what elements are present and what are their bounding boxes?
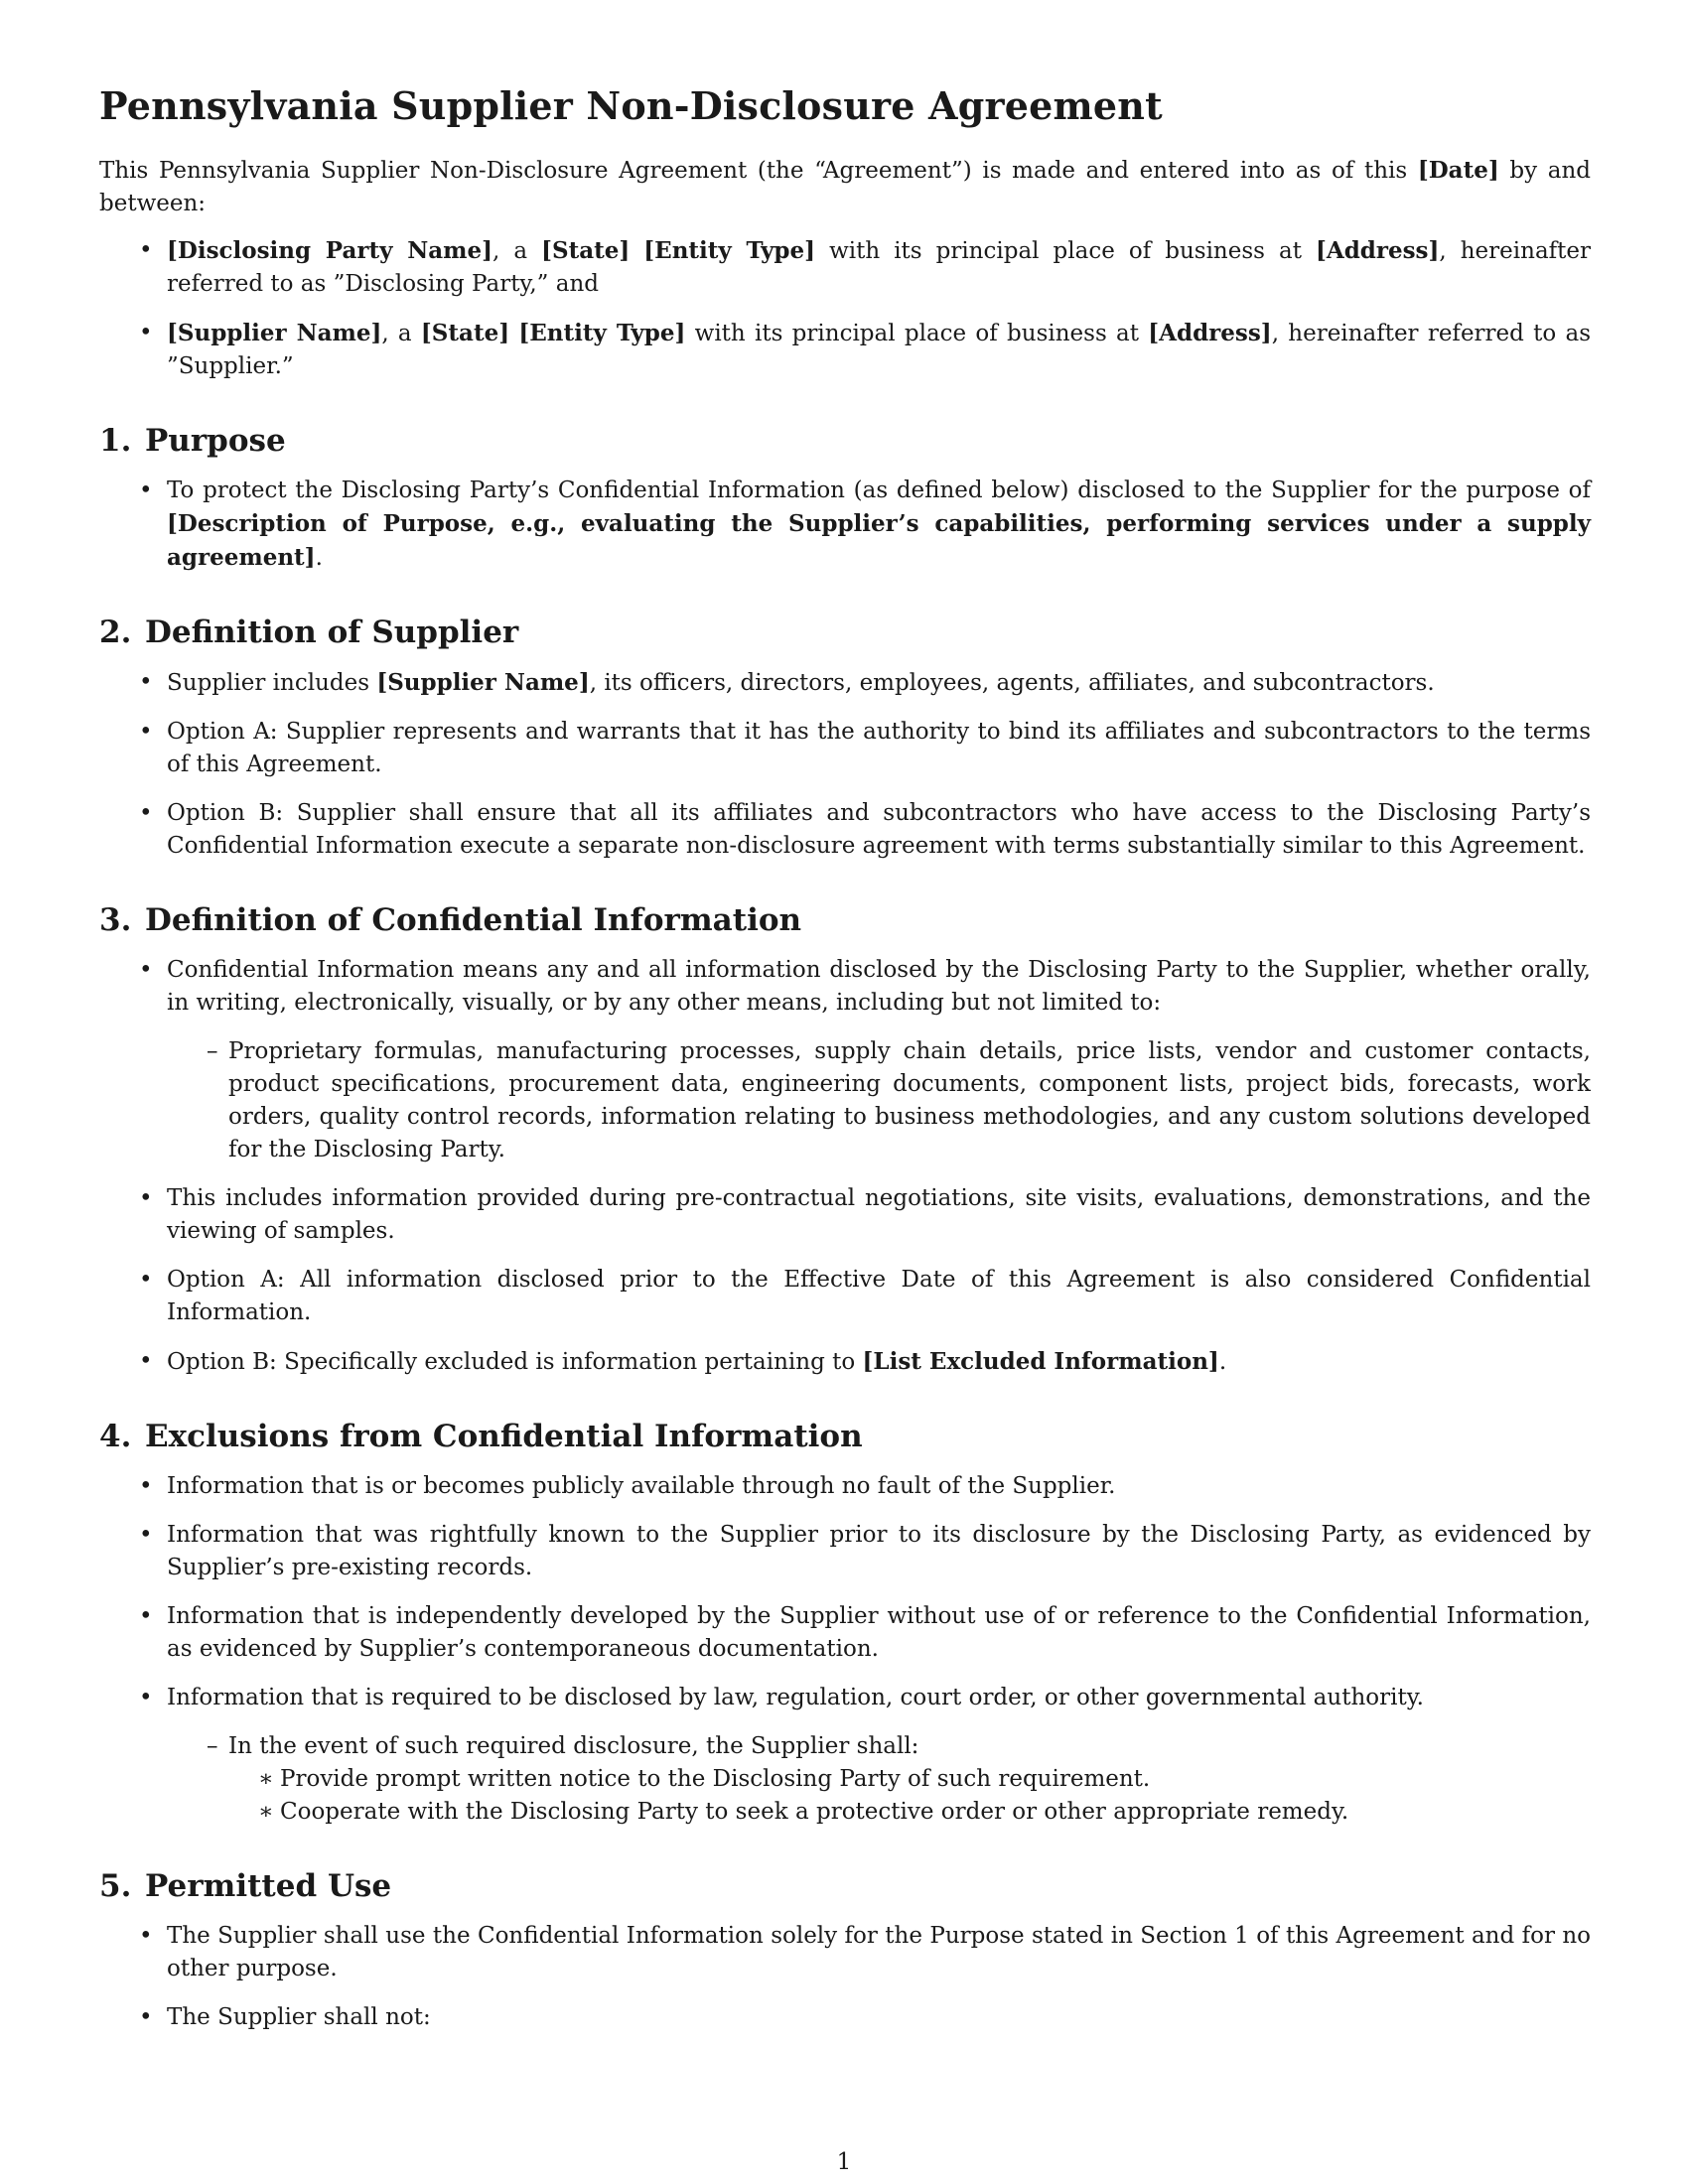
permitted-use-list <box>99 1920 1591 2034</box>
supplier-name-placeholder: [Supplier Name] <box>376 669 590 696</box>
list-item: • The Supplier shall use the Confidential Information solely for the Purpose stated in Section 1 of this Agreement and for no other purpose. <box>99 1920 1591 1985</box>
sub-list <box>167 1035 1591 1166</box>
section-title: Definition of Confidential Information <box>145 902 802 938</box>
section-number: 3. <box>99 902 132 938</box>
list-item: • This includes information provided during pre-contractual negotiations, site visits, evaluations, demonstrations, and the viewing of samples. <box>99 1182 1591 1248</box>
entity-type-placeholder: [Entity Type] <box>518 320 686 346</box>
text: , its officers, directors, employees, agents, affiliates, and subcontractors. <box>589 670 1435 696</box>
list-item <box>99 954 1591 1166</box>
list-item: • Information that is or becomes publicly available through no fault of the Supplier. <box>99 1470 1591 1503</box>
section-title: Exclusions from Confidential Information <box>145 1419 863 1454</box>
text: with its principal place of business at <box>815 238 1316 264</box>
intro-text: This Pennsylvania Supplier Non-Disclosure Agreement (the “Agreement”) is made and entered into as of this <box>99 158 1418 184</box>
section-heading-permitted-use <box>99 1868 1591 1904</box>
confidential-definition-list <box>99 954 1591 1379</box>
section-heading-purpose <box>99 423 1591 459</box>
text: Confidential Information means any and all information disclosed by the Disclosing Party to the Supplier, whether orally, in writing, electronically, visually, or by any other means, including but not limited to: <box>167 957 1591 1016</box>
section-heading-confidential-information <box>99 902 1591 938</box>
state-placeholder: [State] <box>541 237 631 264</box>
purpose-placeholder: [Description of Purpose, e.g., evaluating the Supplier’s capabilities, performing services under a supply agreement] <box>167 510 1591 571</box>
section-number: 4. <box>99 1419 132 1454</box>
text: To protect the Disclosing Party’s Confidential Information (as defined below) disclosed to the Supplier for the purpose of <box>167 478 1591 503</box>
text <box>509 321 518 346</box>
disclosing-party-item <box>99 234 1591 301</box>
text: , hereinafter referred to as ”Disclosing Party,” and <box>167 238 1592 297</box>
sub-sub-list <box>228 1763 1591 1829</box>
parties-list <box>99 234 1591 383</box>
page-number: 1 <box>836 2149 852 2175</box>
text: In the event of such required disclosure, the Supplier shall: <box>228 1733 919 1759</box>
list-item <box>99 1682 1591 1829</box>
sub-sub-list-item: ∗ Cooperate with the Disclosing Party to seek a protective order or other appropriate remedy. <box>228 1796 1591 1829</box>
document-title: Pennsylvania Supplier Non-Disclosure Agreement <box>99 83 1163 128</box>
disclosing-party-name-placeholder: [Disclosing Party Name] <box>167 237 492 264</box>
text: . <box>1218 1349 1227 1375</box>
section-title: Permitted Use <box>145 1868 392 1904</box>
list-item <box>99 1345 1591 1379</box>
text: Supplier includes <box>167 670 377 696</box>
entity-type-placeholder: [Entity Type] <box>643 237 816 264</box>
text: , a <box>381 321 421 346</box>
text: Information that is required to be disclosed by law, regulation, court order, or other governmental authority. <box>167 1685 1424 1710</box>
list-item <box>99 666 1591 700</box>
list-item: • Information that is independently developed by the Supplier without use of or reference to the Confidential Information, as evidenced by Supplier’s contemporaneous documentation. <box>99 1600 1591 1666</box>
excluded-information-placeholder: [List Excluded Information] <box>862 1348 1219 1375</box>
list-item: • The Supplier shall not: <box>99 2001 1591 2034</box>
address-placeholder: [Address] <box>1148 320 1272 346</box>
date-placeholder: [Date] <box>1417 157 1499 184</box>
supplier-party-item <box>99 317 1591 383</box>
sub-list-item: – Proprietary formulas, manufacturing processes, supply chain details, price lists, vendor and customer contacts, product specifications, procurement data, engineering documents, component lists, project bids, forecasts, work orders, quality control records, information relating to business methodologies, and any custom solutions developed for the Disclosing Party. <box>167 1035 1591 1166</box>
sub-list-item <box>167 1730 1591 1829</box>
list-item: • Option A: Supplier represents and warrants that it has the authority to bind its affiliates and subcontractors to the terms of this Agreement. <box>99 716 1591 781</box>
section-number: 5. <box>99 1868 132 1904</box>
text: with its principal place of business at <box>685 321 1149 346</box>
exclusions-list <box>99 1470 1591 1829</box>
state-placeholder: [State] <box>420 320 510 346</box>
purpose-list <box>99 475 1591 575</box>
text: . <box>315 545 323 571</box>
list-item <box>99 475 1591 575</box>
document-page <box>99 83 1591 2050</box>
list-item: • Information that was rightfully known to the Supplier prior to its disclosure by the Disclosing Party, as evidenced by Supplier’s pre-existing records. <box>99 1519 1591 1584</box>
supplier-name-placeholder: [Supplier Name] <box>167 320 382 346</box>
section-title: Purpose <box>145 423 286 459</box>
text <box>630 238 643 264</box>
text: , a <box>492 238 542 264</box>
sub-sub-list-item: ∗ Provide prompt written notice to the Disclosing Party of such requirement. <box>228 1763 1591 1796</box>
intro-text-end: by and between: <box>99 158 1591 216</box>
section-number: 2. <box>99 614 132 650</box>
text: , hereinafter referred to as ”Supplier.” <box>167 321 1592 379</box>
address-placeholder: [Address] <box>1315 237 1440 264</box>
supplier-definition-list <box>99 666 1591 863</box>
list-item: • Option A: All information disclosed prior to the Effective Date of this Agreement is also considered Confidential Information. <box>99 1264 1591 1329</box>
intro-paragraph <box>99 154 1591 220</box>
section-heading-exclusions <box>99 1419 1591 1454</box>
sub-list <box>167 1730 1591 1829</box>
section-heading-definition-of-supplier <box>99 614 1591 650</box>
section-number: 1. <box>99 423 132 459</box>
text: Option B: Specifically excluded is information pertaining to <box>167 1349 863 1375</box>
list-item: • Option B: Supplier shall ensure that all its affiliates and subcontractors who have access to the Disclosing Party’s Confidential Information execute a separate non-disclosure agreement with terms substantially similar to this Agreement. <box>99 797 1591 863</box>
section-title: Definition of Supplier <box>145 614 519 650</box>
